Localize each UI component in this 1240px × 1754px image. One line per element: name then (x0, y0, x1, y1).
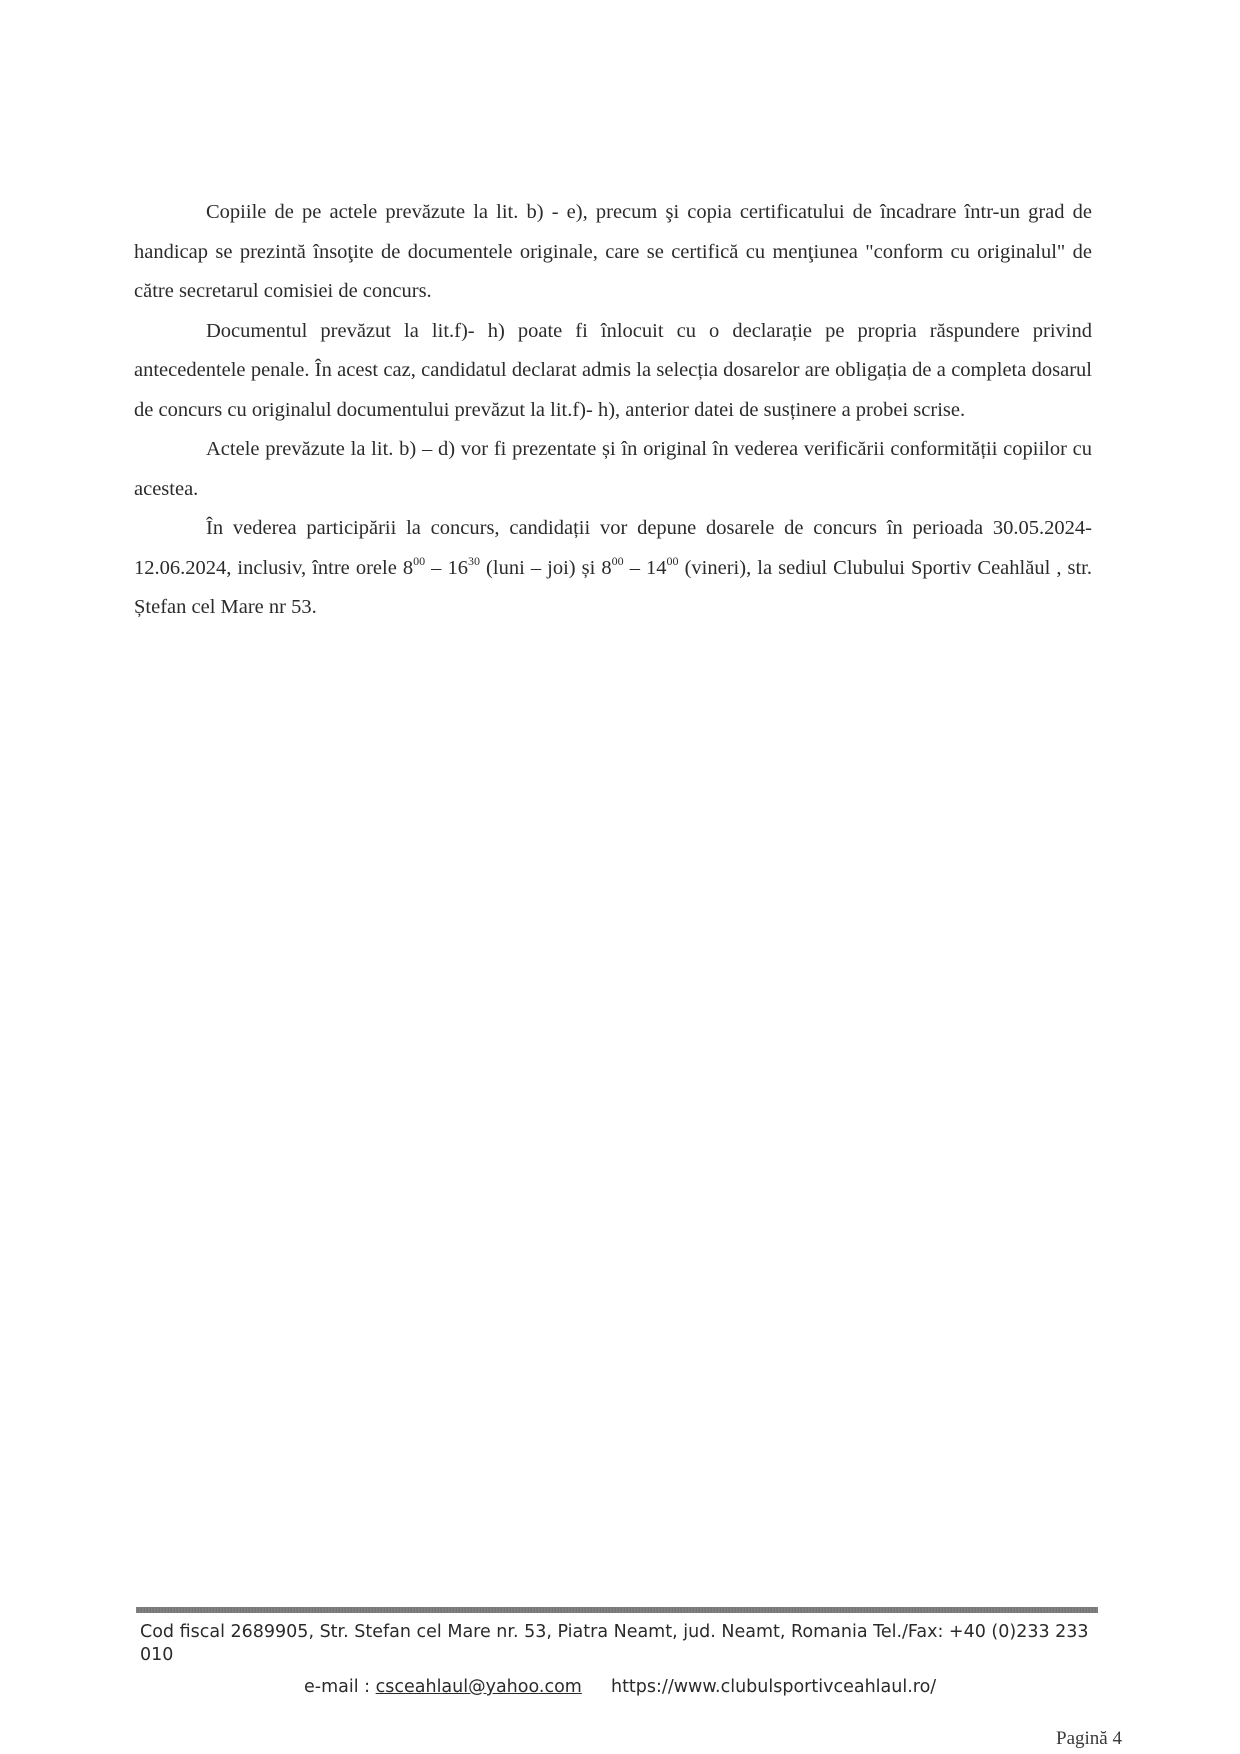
paragraph-original-documents: Actele prevăzute la lit. b) – d) vor fi prezentate și în original în vederea verificării conformității copiilor cu acestea. (134, 438, 1092, 500)
website-link[interactable]: https://www.clubulsportivceahlaul.ro/ (610, 1677, 937, 1697)
submission-text-4: – 14 (623, 556, 667, 579)
time-superscript: 00 (611, 553, 624, 568)
footer-divider (136, 1607, 1098, 1613)
email-link[interactable]: csceahlaul@yahoo.com (375, 1677, 582, 1697)
paragraph-criminal-record: Documentul prevăzut la lit.f)- h) poate fi înlocuit cu o declarație pe propria răspundere privind antecedentele penale. În acest caz, candidatul declarat admis la selecția dosarelor are obligația de a completa dosarul de concurs cu originalul documentului prevăzut la lit.f)- h), anterior datei de susținere a probei scrise. (134, 319, 1092, 421)
time-superscript: 00 (413, 553, 426, 568)
page-number: Pagină 4 (1056, 1728, 1122, 1749)
submission-text-3: (luni – joi) și 8 (480, 556, 612, 579)
document-body (134, 193, 1092, 628)
footer-address (140, 1621, 1090, 1667)
submission-text-1: În vederea participării la concurs, candidații vor depune dosarele de concurs în perioada 30.05.2024-12.06.2024, inclusiv, între orele 8 (134, 517, 1092, 579)
email-label: e-mail : (304, 1677, 371, 1697)
paragraph-copies-certification: Copiile de pe actele prevăzute la lit. b) - e), precum şi copia certificatului de încadrare într-un grad de handicap se prezintă însoţite de documentele originale, care se certifică cu menţiunea "conform cu originalul" de către secretarul comisiei de concurs. (134, 201, 1092, 302)
paragraph-submission-period (134, 509, 1092, 628)
submission-text-2: – 16 (425, 556, 468, 579)
footer-contacts (304, 1676, 936, 1699)
footer-address-text: Cod fiscal 2689905, Str. Stefan cel Mare nr. 53, Piatra Neamt, jud. Neamt, Romania Tel./Fax: +40 (0)233 233 010 (140, 1622, 1089, 1665)
time-superscript: 30 (468, 553, 480, 568)
time-superscript: 00 (666, 553, 679, 568)
submission-text-5: (vineri), la sediul Clubului Sportiv Ceahlăul , str. Ștefan cel Mare nr 53. (134, 556, 1093, 618)
